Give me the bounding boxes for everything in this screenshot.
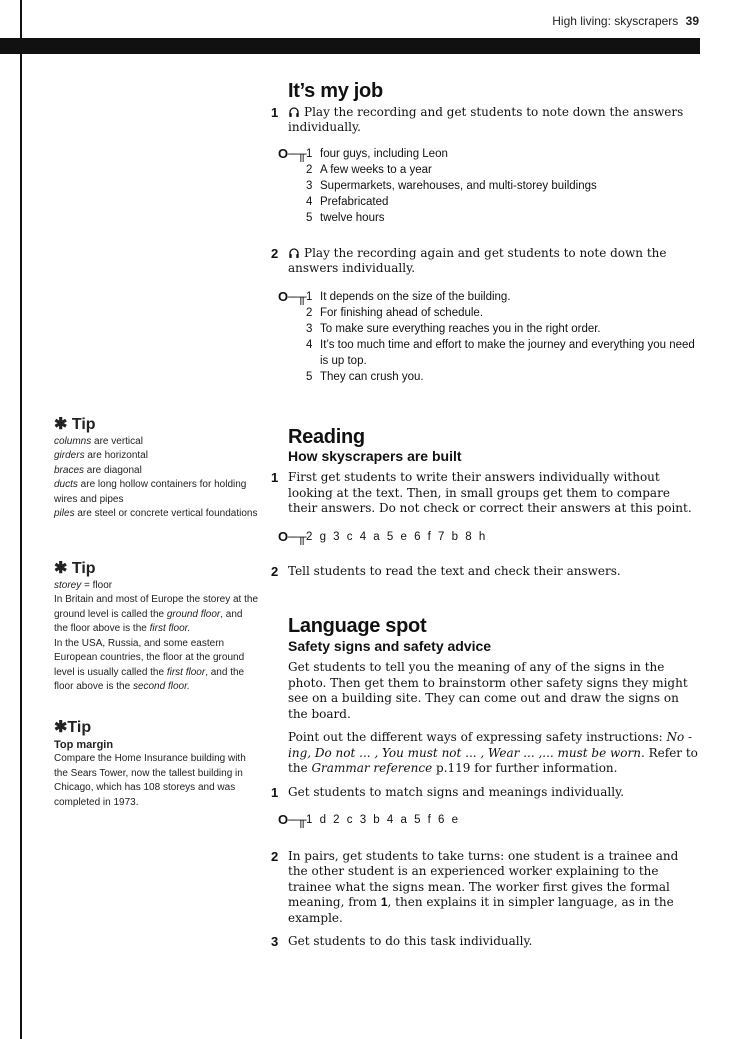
tip-paragraph bbox=[54, 637, 259, 695]
answer-item bbox=[306, 321, 700, 337]
tip-definition: are vertical bbox=[91, 435, 143, 447]
section-title: Reading bbox=[288, 426, 365, 448]
key-icon: O─╥ bbox=[278, 288, 307, 304]
answer-number: 5 bbox=[306, 370, 313, 383]
tip-heading: ✱Tip bbox=[54, 719, 92, 736]
tip-heading: ✱ Tip bbox=[54, 416, 96, 433]
headphones-icon bbox=[288, 247, 300, 259]
answer-text: 1 d 2 c 3 b 4 a 5 f 6 e bbox=[306, 814, 461, 826]
key-icon: O─╥ bbox=[278, 528, 307, 544]
answer-item bbox=[306, 305, 700, 321]
key-icon: O─╥ bbox=[278, 145, 307, 161]
exercise-1 bbox=[271, 470, 700, 517]
left-margin-rule bbox=[20, 0, 22, 1039]
tip-term: columns bbox=[54, 435, 92, 447]
text-run-italic: No -ing, Do not ... , You must not ... , Wear ... ,... must be worn. bbox=[288, 730, 693, 760]
answer-number: 2 bbox=[306, 306, 313, 319]
exercise-text: First get students to write their answers individually without looking at the text. Then, in small groups get them to compare their answers. Do not check or correct their answers at this point. bbox=[288, 470, 692, 515]
exercise-2 bbox=[271, 564, 700, 580]
section-title: Language spot bbox=[288, 615, 427, 637]
answer-text: twelve hours bbox=[320, 211, 385, 224]
text-run: , and the floor above is the bbox=[54, 608, 243, 634]
answer-number: 4 bbox=[306, 195, 313, 208]
tip-definition: are diagonal bbox=[84, 464, 142, 476]
answer-key bbox=[278, 528, 700, 546]
running-header bbox=[552, 14, 699, 28]
tip-definition: are steel or concrete vertical foundations bbox=[74, 508, 258, 519]
text-run-bold: 1 bbox=[380, 895, 388, 909]
tip-box-1 bbox=[54, 418, 259, 522]
text-run-italic: ground floor bbox=[166, 608, 221, 620]
exercise-number: 2 bbox=[271, 564, 279, 579]
tip-paragraph bbox=[54, 593, 259, 637]
answer-number: 5 bbox=[306, 211, 313, 224]
tip-box-2 bbox=[54, 562, 259, 695]
tip-definition: = floor bbox=[81, 579, 113, 591]
exercise-number: 1 bbox=[271, 784, 279, 800]
tip-line bbox=[54, 478, 259, 507]
text-run-italic: Grammar reference bbox=[311, 761, 433, 775]
answer-item bbox=[306, 289, 700, 305]
answer-item bbox=[306, 178, 700, 194]
tip-paragraph: Compare the Home Insurance building with the Sears Tower, now the tallest building in Chicago, which has 108 storeys and was completed in 1973. bbox=[54, 753, 246, 808]
page-number: 39 bbox=[685, 14, 699, 28]
tip-definition: are horizontal bbox=[84, 450, 148, 461]
tip-heading: ✱ Tip bbox=[54, 560, 96, 577]
section-its-my-job bbox=[271, 80, 700, 385]
text-run: Refer to the bbox=[288, 745, 698, 775]
text-run: , and the floor above is the bbox=[54, 666, 245, 692]
exercise-number: 1 bbox=[271, 104, 279, 120]
exercise-1 bbox=[271, 104, 700, 136]
exercise-2 bbox=[271, 245, 700, 277]
answer-item bbox=[306, 369, 700, 385]
answer-number: 3 bbox=[306, 179, 313, 192]
answer-text: A few weeks to a year bbox=[320, 163, 432, 176]
tip-line bbox=[54, 579, 259, 594]
text-run-italic: first floor bbox=[166, 666, 206, 678]
exercise-number: 3 bbox=[271, 934, 279, 949]
key-icon: O─╥ bbox=[278, 812, 307, 827]
text-run-italic: second floor. bbox=[132, 681, 190, 692]
exercise-number: 1 bbox=[271, 470, 279, 485]
tip-body bbox=[54, 435, 259, 522]
headphones-icon bbox=[288, 106, 300, 118]
header-bar bbox=[0, 38, 700, 54]
tip-line bbox=[54, 435, 259, 450]
tip-line bbox=[54, 507, 259, 522]
text-run: In the USA, Russia, and some eastern European countries, the floor at the ground level is usually called the bbox=[54, 637, 245, 678]
answer-item bbox=[306, 337, 700, 369]
answer-item bbox=[306, 210, 700, 226]
section-subtitle: Safety signs and safety advice bbox=[288, 637, 492, 654]
answer-text: To make sure everything reaches you in the right order. bbox=[320, 322, 601, 335]
paragraph: Get students to tell you the meaning of any of the signs in the photo. Then get them to brainstorm other safety signs they might see on a building site. They can come out and draw the signs on the board. bbox=[288, 660, 688, 721]
answer-item bbox=[306, 162, 700, 178]
answer-text: Supermarkets, warehouses, and multi-storey buildings bbox=[320, 179, 597, 192]
answer-text: four guys, including Leon bbox=[320, 147, 448, 160]
answer-key bbox=[278, 812, 700, 829]
text-run: In Britain and most of Europe the storey at the ground level is called the bbox=[54, 594, 259, 620]
answer-text: They can crush you. bbox=[320, 370, 424, 383]
tip-term: braces bbox=[54, 464, 85, 476]
answer-text: It’s too much time and effort to make the journey and everything you need is up top. bbox=[320, 338, 695, 367]
section-subtitle: How skyscrapers are built bbox=[288, 447, 462, 464]
tip-line bbox=[54, 464, 259, 479]
answer-number: 2 bbox=[306, 163, 313, 176]
exercise-text: Play the recording and get students to note down the answers individually. bbox=[288, 104, 684, 134]
answer-item bbox=[306, 194, 700, 210]
answer-text: Prefabricated bbox=[320, 195, 389, 208]
tip-box-3 bbox=[54, 721, 259, 810]
exercise-text: Get students to do this task individually. bbox=[288, 934, 533, 948]
tip-term: storey bbox=[54, 579, 82, 591]
answer-number: 1 bbox=[306, 290, 313, 303]
exercise-text: Play the recording again and get students to note down the answers individually. bbox=[288, 245, 667, 275]
tip-term: girders bbox=[54, 450, 85, 461]
tip-term: ducts bbox=[54, 479, 78, 490]
tip-term: piles bbox=[54, 508, 75, 519]
header-title: High living: skyscrapers bbox=[552, 14, 679, 28]
text-run: p.119 for further information. bbox=[432, 761, 618, 775]
exercise-text: Tell students to read the text and check their answers. bbox=[288, 564, 621, 578]
exercise-text: Get students to match signs and meanings individually. bbox=[288, 784, 625, 799]
answer-number: 3 bbox=[306, 322, 313, 335]
text-run: In pairs, get students to take turns: one student is a trainee and the other student is an experienced worker explaining to the trainee what the signs mean. The worker first gives the formal meaning, from bbox=[288, 848, 679, 909]
text-run: , then explains it in simpler language, as in the example. bbox=[288, 895, 674, 925]
tip-line bbox=[54, 449, 259, 464]
answer-number: 1 bbox=[306, 147, 313, 160]
exercise-number: 2 bbox=[271, 245, 279, 261]
exercise-2 bbox=[271, 848, 700, 927]
answer-key-2 bbox=[278, 288, 700, 385]
tip-definition: are long hollow containers for holding wires and pipes bbox=[54, 479, 247, 505]
answer-number: 4 bbox=[306, 338, 313, 351]
section-language-spot bbox=[271, 615, 700, 950]
section-title: It’s my job bbox=[288, 80, 383, 102]
answer-text: For finishing ahead of schedule. bbox=[320, 306, 484, 319]
answer-text: 2 g 3 c 4 a 5 e 6 f 7 b 8 h bbox=[306, 530, 488, 543]
answer-key-1 bbox=[278, 145, 700, 226]
exercise-3 bbox=[271, 934, 700, 950]
text-run-italic: first floor. bbox=[149, 623, 191, 634]
section-reading bbox=[271, 426, 700, 580]
tip-subheading: Top margin bbox=[54, 738, 114, 751]
paragraph bbox=[288, 730, 700, 777]
answer-text: It depends on the size of the building. bbox=[320, 290, 511, 303]
text-run: Point out the different ways of expressing safety instructions: bbox=[288, 730, 667, 744]
answer-item bbox=[306, 146, 700, 162]
exercise-number: 2 bbox=[271, 848, 279, 864]
exercise-1 bbox=[271, 784, 700, 801]
